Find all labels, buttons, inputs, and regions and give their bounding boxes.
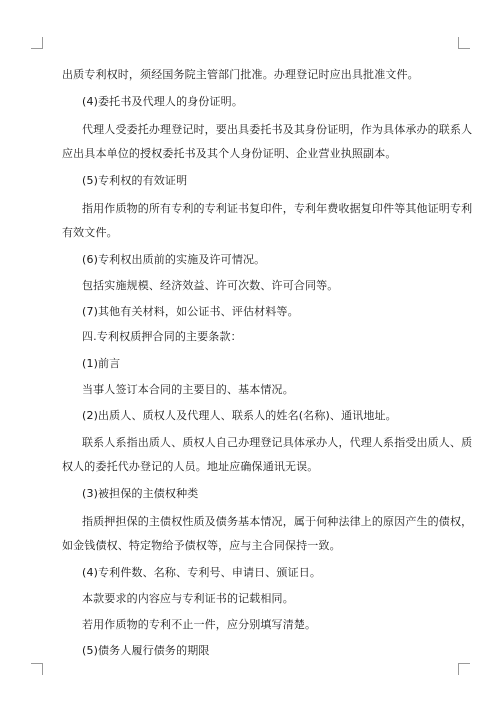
paragraph-line: 联系人系指出质人、质权人自己办理登记具体承办人，代理人系指受出质人、质 (82, 436, 473, 449)
section-heading: (5)债务人履行债务的期限 (82, 644, 210, 657)
section-heading: (3)被担保的主债权种类 (82, 487, 199, 500)
section-heading: (6)专利权出质前的实施及许可情况。 (82, 253, 266, 266)
section-heading: (1)前言 (82, 357, 121, 370)
paragraph-line: 应出具本单位的授权委托书及其个人身份证明、企业营业执照副本。 (62, 147, 397, 160)
crop-mark-bottom-right (458, 663, 470, 675)
crop-mark-top-right (458, 37, 470, 49)
paragraph-line: 本款要求的内容应与专利证书的记载相同。 (82, 592, 294, 605)
section-heading: (2)出质人、质权人及代理人、联系人的姓名(名称)、通讯地址。 (82, 409, 397, 422)
section-heading: (5)专利权的有效证明 (82, 174, 188, 187)
section-heading: (4)委托书及代理人的身份证明。 (82, 95, 243, 108)
paragraph-line: 若用作质物的专利不止一件，应分别填写清楚。 (82, 618, 317, 631)
section-heading: (4)专利件数、名称、专利号、申请日、颁证日。 (82, 566, 322, 579)
paragraph-line: 如金钱债权、特定物给予债权等，应与主合同保持一致。 (62, 539, 341, 552)
paragraph-line: 出质专利权时，须经国务院主管部门批准。办理登记时应出具批准文件。 (62, 68, 419, 81)
paragraph-line: 指质押担保的主债权性质及债务基本情况，属于何种法律上的原因产生的债权， (82, 515, 473, 528)
paragraph-line: 有效文件。 (62, 226, 118, 239)
crop-mark-bottom-left (31, 663, 43, 675)
paragraph-line: 指用作质物的所有专利的专利证书复印件，专利年费收据复印件等其他证明专利 (82, 202, 473, 215)
paragraph-line: 当事人签订本合同的主要目的、基本情况。 (82, 383, 294, 396)
paragraph-line: 代理人受委托办理登记时，要出具委托书及其身份证明，作为具体承办的联系人 (82, 123, 473, 136)
section-heading: (7)其他有关材料，如公证书、评估材料等。 (82, 305, 299, 318)
crop-mark-top-left (31, 37, 43, 49)
section-heading: 四.专利权质押合同的主要条款： (82, 330, 242, 343)
paragraph-line: 权人的委托代办登记的人员。地址应确保通讯无误。 (62, 460, 319, 473)
paragraph-line: 包括实施规模、经济效益、许可次数、许可合同等。 (82, 279, 339, 292)
